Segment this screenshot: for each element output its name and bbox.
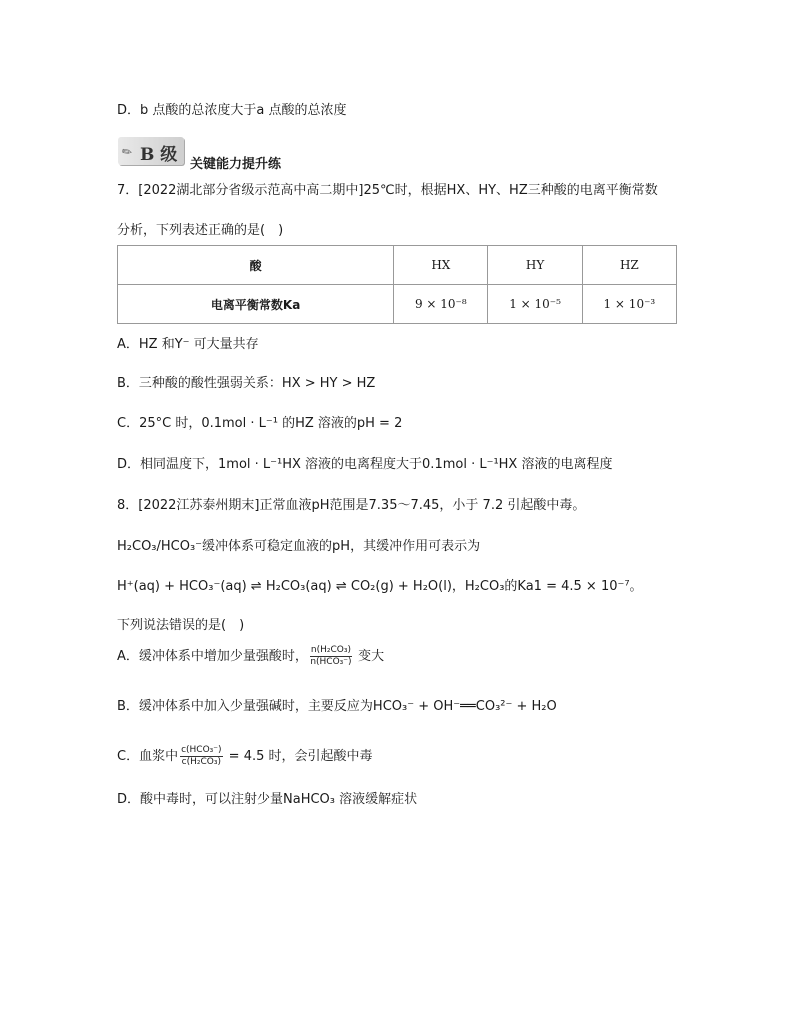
- q8-option-c: [117, 745, 373, 768]
- q8-option-d: D．酸中毒时，可以注射少量NaHCO₃ 溶液缓解症状: [117, 792, 418, 807]
- q8-option-a: [117, 645, 384, 668]
- q8-stem-line2: H₂CO₃/HCO₃⁻缓冲体系可稳定血液的pH，其缓冲作用可表示为: [117, 539, 481, 554]
- pencil-icon: ✎: [118, 143, 136, 161]
- fraction-denominator: c(H₂CO₃): [181, 757, 221, 767]
- q8-option-a-fraction: [310, 645, 352, 668]
- table-cell: 1 × 10⁻⁵: [488, 285, 582, 324]
- table-cell: 酸: [118, 246, 394, 285]
- table-cell: 1 × 10⁻³: [582, 285, 676, 324]
- q8-option-a-suffix: 变大: [353, 649, 385, 664]
- q6-option-d: D．b 点酸的总浓度大于a 点酸的总浓度: [117, 103, 347, 118]
- table-cell: HX: [394, 246, 488, 285]
- table-cell: 电离平衡常数Ka: [118, 285, 394, 324]
- table-row: [118, 285, 677, 324]
- q8-option-b: B．缓冲体系中加入少量强碱时，主要反应为HCO₃⁻ + OH⁻══CO₃²⁻ + H₂O: [117, 699, 557, 714]
- ionization-constant-table: [117, 245, 677, 324]
- q8-option-c-text: C．血浆中: [117, 749, 179, 764]
- q8-stem-line1: 8．[2022江苏泰州期末]正常血液pH范围是7.35～7.45，小于 7.2 引起酸中毒。: [117, 498, 586, 513]
- fraction-numerator: n(H₂CO₃): [310, 645, 351, 655]
- fraction-numerator: c(HCO₃⁻): [181, 745, 222, 755]
- table-cell: 9 × 10⁻⁸: [394, 285, 488, 324]
- q7-option-a: A．HZ 和Y⁻ 可大量共存: [117, 337, 259, 352]
- table-cell: HY: [488, 246, 582, 285]
- q8-stem-line3: H⁺(aq) + HCO₃⁻(aq) ⇌ H₂CO₃(aq) ⇌ CO₂(g) + H₂O(l)，H₂CO₃的Ka1 = 4.5 × 10⁻⁷。: [117, 579, 643, 594]
- q8-option-c-fraction: [180, 745, 222, 768]
- q7-option-d: D．相同温度下，1mol · L⁻¹HX 溶液的电离程度大于0.1mol · L⁻¹HX 溶液的电离程度: [117, 457, 613, 472]
- table-row: [118, 246, 677, 285]
- q7-option-b: B．三种酸的酸性强弱关系：HX > HY > HZ: [117, 376, 376, 391]
- q8-option-c-suffix: = 4.5 时，会引起酸中毒: [224, 749, 373, 764]
- q7-stem-line2: 分析，下列表述正确的是( ): [117, 223, 284, 238]
- level-badge-label: B 级: [140, 145, 178, 165]
- level-title: 关键能力提升练: [190, 157, 282, 172]
- q7-option-c: C．25°C 时，0.1mol · L⁻¹ 的HZ 溶液的pH = 2: [117, 416, 403, 431]
- q8-stem-line4: 下列说法错误的是( ): [117, 618, 245, 633]
- fraction-denominator: n(HCO₃⁻): [310, 657, 352, 667]
- table-cell: HZ: [582, 246, 676, 285]
- level-badge: [118, 137, 184, 165]
- q8-option-a-text: A．缓冲体系中增加少量强酸时，: [117, 649, 308, 664]
- q7-stem-line1: 7．[2022湖北部分省级示范高中高二期中]25℃时，根据HX、HY、HZ三种酸的电离平衡常数: [117, 183, 658, 198]
